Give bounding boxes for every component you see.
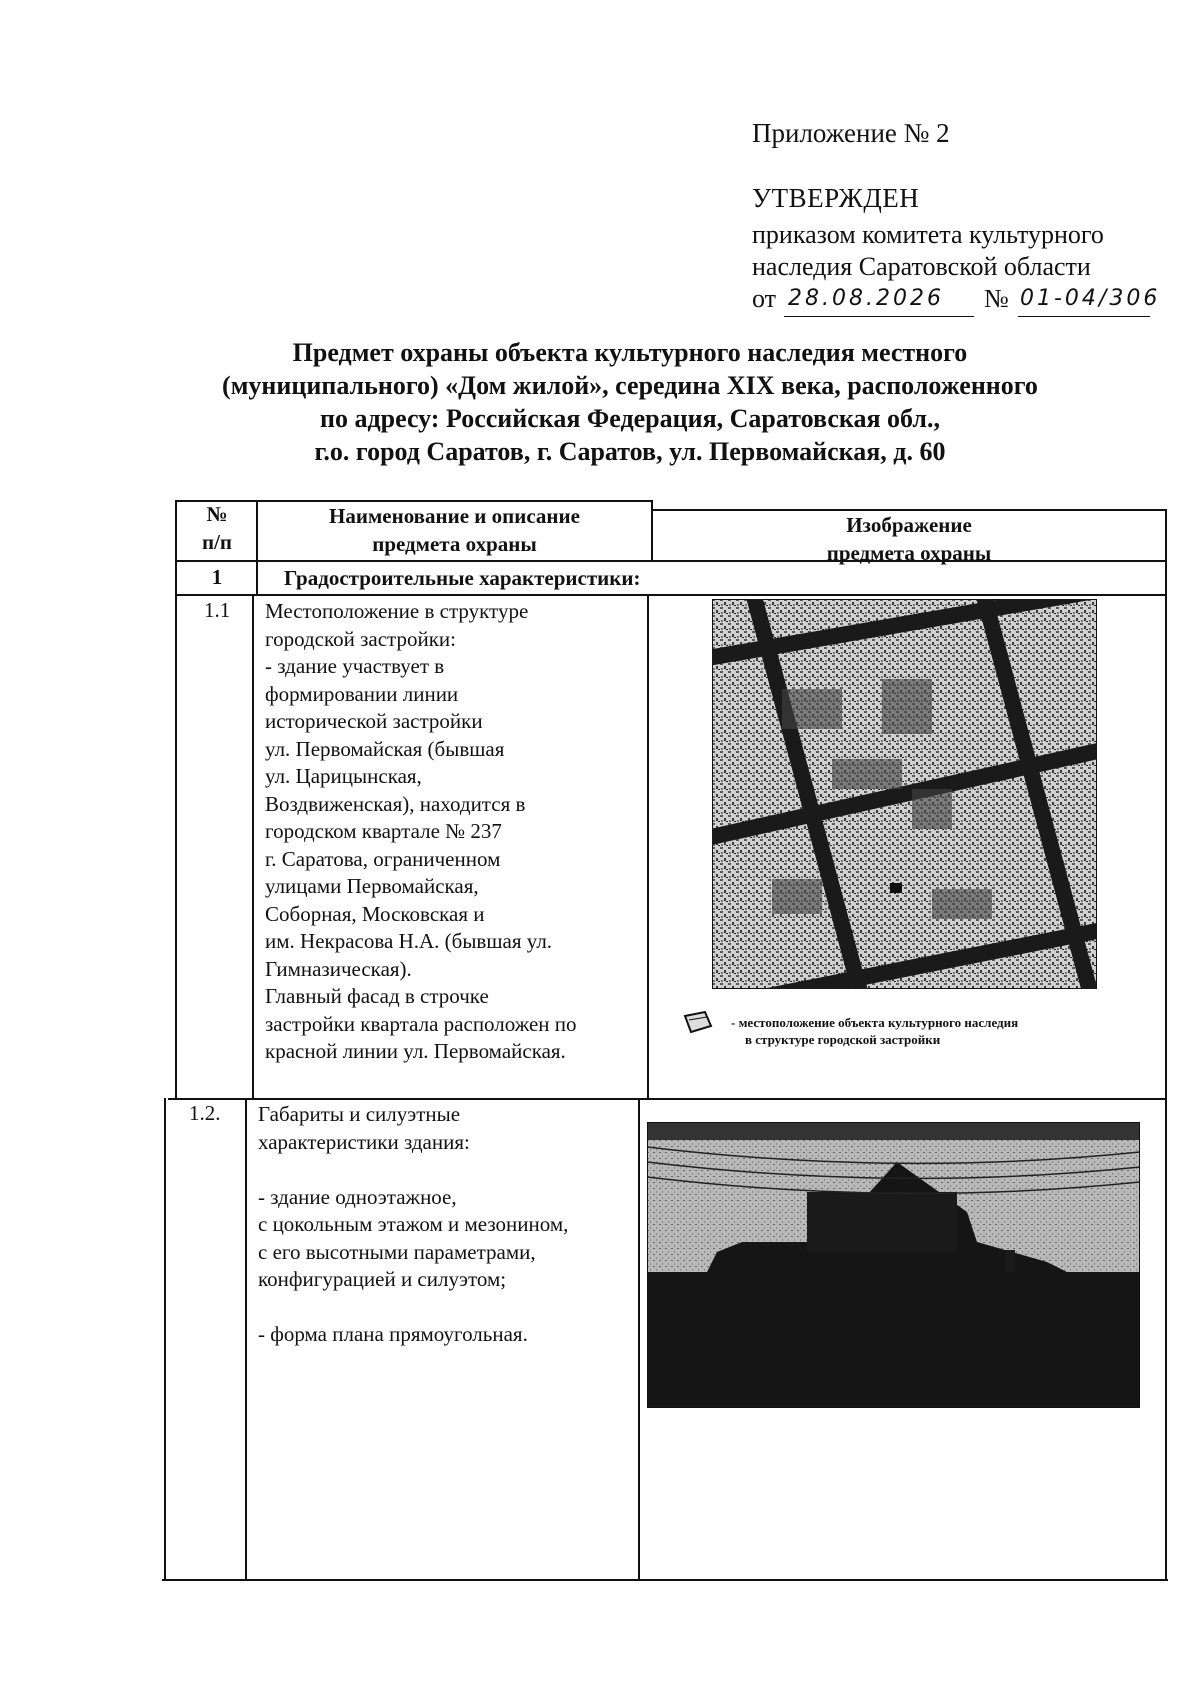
row-1-1-line: г. Саратова, ограниченном (265, 846, 501, 871)
handwritten-number: 01-04/306 (1020, 286, 1161, 311)
row-1-2-line: с цокольным этажом и мезонином, (258, 1212, 569, 1236)
header-image-line-1: Изображение (846, 513, 972, 537)
title-line-1: Предмет охраны объекта культурного наследия местного (292, 338, 968, 367)
row-1-2-line: конфигурацией и силуэтом; (258, 1267, 507, 1291)
header-num-line-2: п/п (201, 530, 233, 554)
col-divider-1-row2 (245, 1098, 247, 1581)
table-bottom-border (162, 1579, 1168, 1581)
row-1-1-description (265, 598, 645, 1066)
section-bottom-border (175, 594, 1166, 596)
header-desc-line-1: Наименование и описание (329, 504, 580, 528)
col-divider-2-row2 (638, 1098, 640, 1581)
row-1-1-line: красной линии ул. Первомайская. (265, 1039, 566, 1063)
row-1-1-line: Главный фасад в строчке (265, 984, 489, 1008)
approved-by-line-2: наследия Саратовской области (752, 252, 1091, 281)
row-1-1-line: формировании линии (265, 681, 459, 706)
row-1-2-line: - здание одноэтажное, (258, 1184, 457, 1209)
row-1-2-line (258, 1156, 638, 1184)
col-divider-1-row1 (252, 594, 254, 1098)
row-1-1-line: ул. Первомайская (бывшая (265, 736, 505, 761)
object-location-legend-icon (683, 1010, 713, 1034)
row-1-1-line: Гимназическая). (265, 956, 412, 981)
section-label: Градостроительные характеристики: (284, 566, 641, 590)
row-1-2-description (258, 1101, 638, 1349)
row-1-2-line: - форма плана прямоугольная. (258, 1322, 528, 1346)
row-1-1-line: застройки квартала расположен по (265, 1011, 577, 1036)
header-image-line-2: предмета охраны (826, 541, 992, 565)
row-1-2-line: характеристики здания: (258, 1129, 470, 1154)
row-1-1-line: Местоположение в структуре (265, 599, 529, 623)
row-1-1-line: ул. Царицынская, (265, 764, 422, 788)
row-1-1-line: Соборная, Московская и (265, 901, 485, 926)
approved-by-line-1: приказом комитета культурного (752, 220, 1104, 249)
date-underline (784, 316, 974, 317)
row-1-2-line (258, 1294, 638, 1322)
building-facade-photo (647, 1122, 1140, 1408)
row-1-1-line: городской застройки: (265, 626, 456, 651)
header-num (178, 500, 256, 556)
header-image (653, 511, 1165, 567)
header-num-line-1: № (206, 502, 228, 526)
row-1-1-line: им. Некрасова Н.А. (бывшая ул. (265, 929, 553, 953)
number-prefix: № (984, 284, 1009, 313)
table-right-border (1165, 509, 1167, 1581)
header-desc-line-2: предмета охраны (372, 532, 537, 556)
handwritten-date: 28.08.2026 (788, 286, 944, 311)
row-1-2-line: с его высотными параметрами, (258, 1239, 536, 1264)
row-1-2-line: Габариты и силуэтные (258, 1102, 461, 1126)
row-1-1-line: городском квартале № 237 (265, 819, 502, 843)
row-1-2-num: 1.2. (189, 1101, 221, 1125)
order-date-number-line (752, 284, 1172, 324)
section-num: 1 (211, 565, 223, 589)
approved-label: УТВЕРЖДЕН (752, 183, 920, 213)
table-left-border-lower (164, 1098, 166, 1581)
row-1-1-line: исторической застройки (265, 709, 483, 733)
row-1-1-line: - здание участвует в (265, 654, 445, 678)
title-line-3: по адресу: Российская Федерация, Саратовская обл., (320, 404, 940, 433)
row-1-1-line: улицами Первомайская, (265, 874, 479, 898)
row-1-1-num: 1.1 (204, 598, 231, 622)
number-underline (1018, 316, 1150, 317)
title-line-2: (муниципального) «Дом жилой», середина XIX века, расположенного (222, 371, 1038, 400)
title-line-4: г.о. город Саратов, г. Саратов, ул. Первомайская, д. 60 (314, 437, 946, 466)
legend-line-1: - местоположение объекта культурного наследия (731, 1015, 1019, 1030)
table-left-border-upper (175, 500, 177, 1098)
header-description (258, 502, 651, 558)
row-1-1-line: Воздвиженская), находится в (265, 791, 526, 816)
row-1-1-bottom-border (168, 1098, 1166, 1100)
col-divider-2-row1 (647, 594, 649, 1098)
document-title (150, 336, 1110, 468)
aerial-map-image (712, 599, 1097, 989)
date-prefix: от (752, 284, 777, 313)
legend-line-2: в структуре городской застройки (745, 1032, 941, 1047)
appendix-label: Приложение № 2 (752, 118, 950, 148)
